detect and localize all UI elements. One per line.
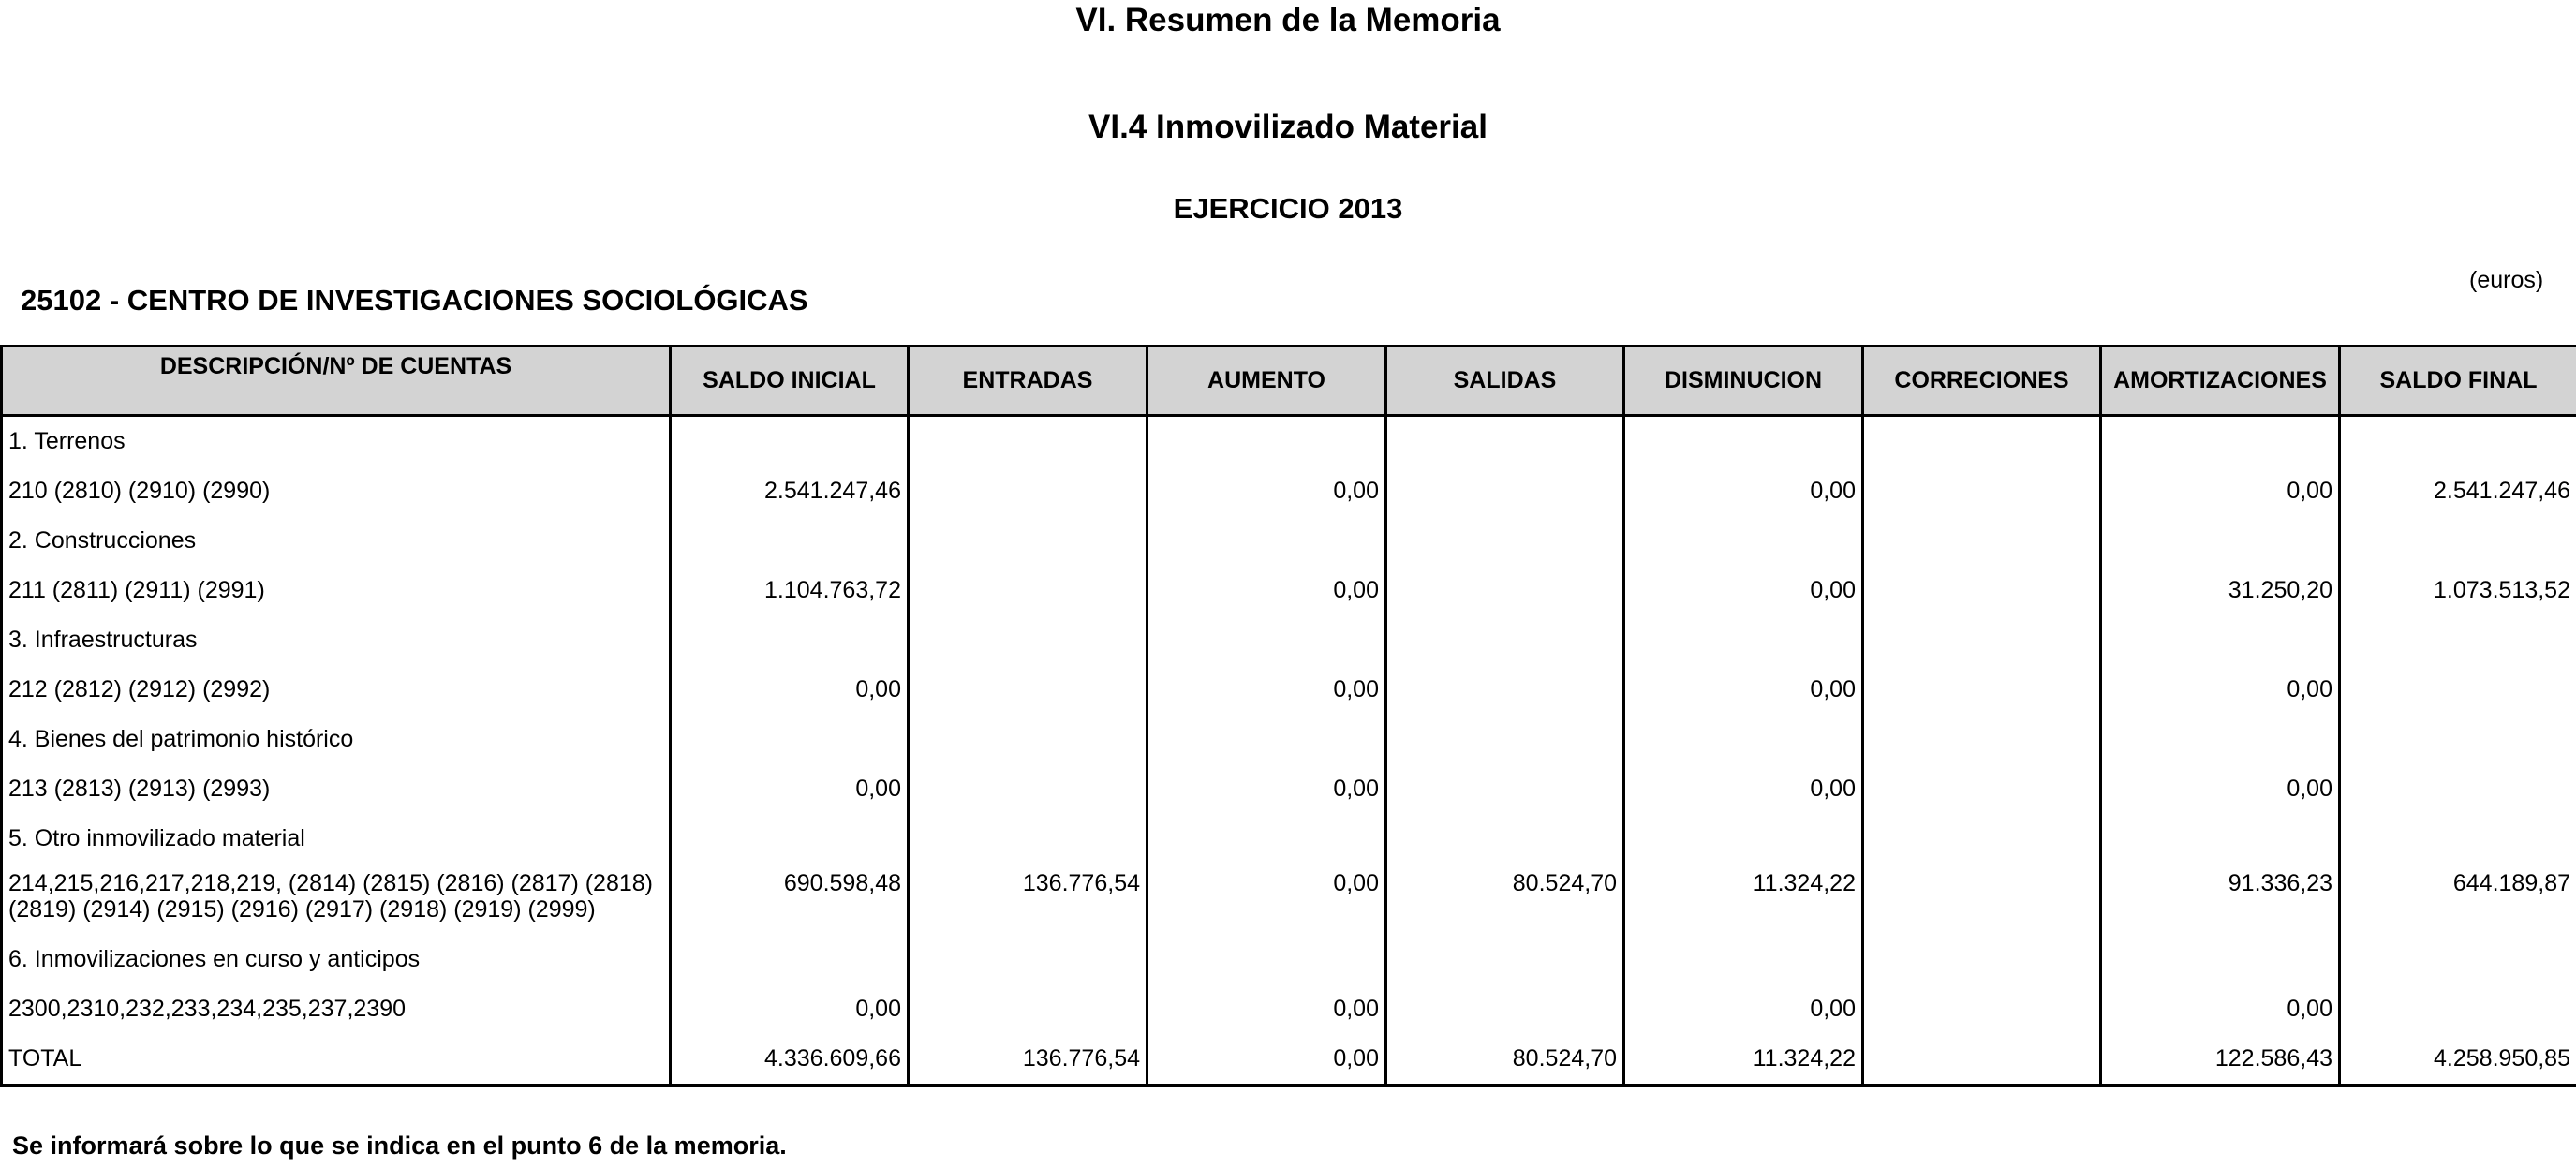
cell-salidas: [1386, 516, 1624, 566]
cell-entradas: [909, 935, 1147, 984]
cell-saldo-inicial: [671, 814, 909, 864]
cell-salidas: [1386, 566, 1624, 615]
table-row: [2, 665, 2576, 715]
cell-amortizaciones: 0,00: [2101, 665, 2340, 715]
cell-description: 2. Construcciones: [2, 516, 671, 566]
table-row: [2, 566, 2576, 615]
cell-entradas: [909, 665, 1147, 715]
column-header-saldo-final: SALDO FINAL: [2340, 347, 2576, 416]
cell-aumento: 0,00: [1147, 864, 1386, 935]
entity-name: 25102 - CENTRO DE INVESTIGACIONES SOCIOLÓGICAS: [21, 284, 808, 317]
cell-description: 213 (2813) (2913) (2993): [2, 764, 671, 814]
cell-correciones: [1863, 665, 2101, 715]
cell-saldo-final: 4.258.950,85: [2340, 1034, 2576, 1086]
cell-entradas: 136.776,54: [909, 1034, 1147, 1086]
cell-salidas: [1386, 814, 1624, 864]
cell-salidas: 80.524,70: [1386, 1034, 1624, 1086]
cell-description: 214,215,216,217,218,219, (2814) (2815) (2816) (2817) (2818) (2819) (2914) (2915) (2916) (2917) (2918) (2919) (2999): [2, 864, 671, 935]
cell-saldo-inicial: 2.541.247,46: [671, 466, 909, 516]
cell-disminucion: 0,00: [1624, 566, 1863, 615]
cell-correciones: [1863, 935, 2101, 984]
cell-saldo-final: [2340, 935, 2576, 984]
cell-salidas: [1386, 715, 1624, 764]
cell-saldo-final: [2340, 665, 2576, 715]
cell-description: 210 (2810) (2910) (2990): [2, 466, 671, 516]
cell-description: 6. Inmovilizaciones en curso y anticipos: [2, 935, 671, 984]
column-header-aumento: AUMENTO: [1147, 347, 1386, 416]
cell-salidas: [1386, 764, 1624, 814]
cell-correciones: [1863, 984, 2101, 1034]
footer-note: Se informará sobre lo que se indica en el punto 6 de la memoria.: [12, 1131, 787, 1160]
cell-description: 2300,2310,232,233,234,235,237,2390: [2, 984, 671, 1034]
cell-entradas: [909, 466, 1147, 516]
table-row: [2, 715, 2576, 764]
cell-aumento: 0,00: [1147, 984, 1386, 1034]
cell-description: 5. Otro inmovilizado material: [2, 814, 671, 864]
cell-disminucion: 0,00: [1624, 665, 1863, 715]
cell-amortizaciones: 91.336,23: [2101, 864, 2340, 935]
cell-entradas: [909, 764, 1147, 814]
cell-entradas: [909, 715, 1147, 764]
cell-description: 1. Terrenos: [2, 416, 671, 467]
cell-aumento: 0,00: [1147, 764, 1386, 814]
cell-correciones: [1863, 1034, 2101, 1086]
cell-aumento: [1147, 516, 1386, 566]
fixed-assets-table: [0, 345, 2576, 1087]
cell-saldo-inicial: [671, 615, 909, 665]
cell-amortizaciones: [2101, 935, 2340, 984]
cell-amortizaciones: 31.250,20: [2101, 566, 2340, 615]
cell-entradas: 136.776,54: [909, 864, 1147, 935]
cell-saldo-inicial: [671, 416, 909, 467]
cell-aumento: [1147, 416, 1386, 467]
cell-saldo-final: 644.189,87: [2340, 864, 2576, 935]
cell-saldo-final: [2340, 516, 2576, 566]
units-label: (euros): [2469, 267, 2544, 293]
cell-saldo-final: [2340, 764, 2576, 814]
cell-disminucion: 0,00: [1624, 764, 1863, 814]
cell-aumento: [1147, 615, 1386, 665]
cell-amortizaciones: [2101, 814, 2340, 864]
cell-amortizaciones: 122.586,43: [2101, 1034, 2340, 1086]
cell-description: TOTAL: [2, 1034, 671, 1086]
cell-correciones: [1863, 566, 2101, 615]
table-row: [2, 615, 2576, 665]
cell-correciones: [1863, 416, 2101, 467]
cell-saldo-inicial: 0,00: [671, 764, 909, 814]
cell-correciones: [1863, 764, 2101, 814]
cell-disminucion: [1624, 416, 1863, 467]
column-header-entradas: ENTRADAS: [909, 347, 1147, 416]
table-row: [2, 516, 2576, 566]
cell-entradas: [909, 416, 1147, 467]
table-row: [2, 764, 2576, 814]
cell-correciones: [1863, 466, 2101, 516]
cell-disminucion: 0,00: [1624, 984, 1863, 1034]
cell-entradas: [909, 615, 1147, 665]
table-row: [2, 466, 2576, 516]
cell-aumento: 0,00: [1147, 466, 1386, 516]
cell-amortizaciones: 0,00: [2101, 466, 2340, 516]
page-title: VI. Resumen de la Memoria: [1075, 2, 1501, 38]
cell-disminucion: 11.324,22: [1624, 1034, 1863, 1086]
cell-amortizaciones: [2101, 615, 2340, 665]
cell-correciones: [1863, 516, 2101, 566]
cell-saldo-final: 2.541.247,46: [2340, 466, 2576, 516]
cell-disminucion: 0,00: [1624, 466, 1863, 516]
cell-entradas: [909, 814, 1147, 864]
column-header-correciones: CORRECIONES: [1863, 347, 2101, 416]
column-header-disminucion: DISMINUCION: [1624, 347, 1863, 416]
table-row: [2, 1034, 2576, 1086]
cell-description: 3. Infraestructuras: [2, 615, 671, 665]
cell-entradas: [909, 984, 1147, 1034]
table-header-row: [2, 347, 2576, 416]
cell-saldo-inicial: [671, 935, 909, 984]
cell-aumento: 0,00: [1147, 1034, 1386, 1086]
cell-saldo-final: [2340, 984, 2576, 1034]
cell-saldo-inicial: [671, 715, 909, 764]
cell-correciones: [1863, 864, 2101, 935]
table-row: [2, 416, 2576, 467]
cell-entradas: [909, 566, 1147, 615]
table-row: [2, 864, 2576, 935]
table-row: [2, 814, 2576, 864]
cell-saldo-final: [2340, 715, 2576, 764]
cell-correciones: [1863, 814, 2101, 864]
cell-saldo-inicial: 690.598,48: [671, 864, 909, 935]
column-header-salidas: SALIDAS: [1386, 347, 1624, 416]
cell-correciones: [1863, 715, 2101, 764]
cell-salidas: [1386, 935, 1624, 984]
cell-aumento: [1147, 814, 1386, 864]
cell-aumento: 0,00: [1147, 665, 1386, 715]
cell-saldo-inicial: 0,00: [671, 984, 909, 1034]
cell-salidas: [1386, 466, 1624, 516]
column-header-saldo-inicial: SALDO INICIAL: [671, 347, 909, 416]
cell-aumento: [1147, 935, 1386, 984]
cell-aumento: 0,00: [1147, 566, 1386, 615]
column-header-description: DESCRIPCIÓN/Nº DE CUENTAS: [2, 347, 671, 416]
cell-saldo-inicial: [671, 516, 909, 566]
cell-description: 211 (2811) (2911) (2991): [2, 566, 671, 615]
cell-saldo-inicial: 1.104.763,72: [671, 566, 909, 615]
cell-saldo-final: [2340, 416, 2576, 467]
cell-correciones: [1863, 615, 2101, 665]
cell-amortizaciones: [2101, 416, 2340, 467]
cell-salidas: [1386, 615, 1624, 665]
cell-amortizaciones: [2101, 715, 2340, 764]
table-row: [2, 984, 2576, 1034]
cell-salidas: [1386, 984, 1624, 1034]
fiscal-year: EJERCICIO 2013: [1173, 192, 1403, 225]
cell-disminucion: [1624, 814, 1863, 864]
cell-salidas: 80.524,70: [1386, 864, 1624, 935]
cell-saldo-final: [2340, 814, 2576, 864]
cell-aumento: [1147, 715, 1386, 764]
cell-description: 212 (2812) (2912) (2992): [2, 665, 671, 715]
section-title: VI.4 Inmovilizado Material: [1088, 109, 1488, 145]
cell-saldo-inicial: 4.336.609,66: [671, 1034, 909, 1086]
cell-disminucion: [1624, 615, 1863, 665]
cell-disminucion: [1624, 935, 1863, 984]
cell-description: 4. Bienes del patrimonio histórico: [2, 715, 671, 764]
cell-saldo-final: [2340, 615, 2576, 665]
cell-salidas: [1386, 416, 1624, 467]
column-header-amortizaciones: AMORTIZACIONES: [2101, 347, 2340, 416]
table-row: [2, 935, 2576, 984]
cell-disminucion: [1624, 516, 1863, 566]
cell-amortizaciones: 0,00: [2101, 984, 2340, 1034]
cell-disminucion: [1624, 715, 1863, 764]
cell-salidas: [1386, 665, 1624, 715]
cell-entradas: [909, 516, 1147, 566]
cell-amortizaciones: [2101, 516, 2340, 566]
cell-saldo-final: 1.073.513,52: [2340, 566, 2576, 615]
cell-saldo-inicial: 0,00: [671, 665, 909, 715]
cell-disminucion: 11.324,22: [1624, 864, 1863, 935]
cell-amortizaciones: 0,00: [2101, 764, 2340, 814]
